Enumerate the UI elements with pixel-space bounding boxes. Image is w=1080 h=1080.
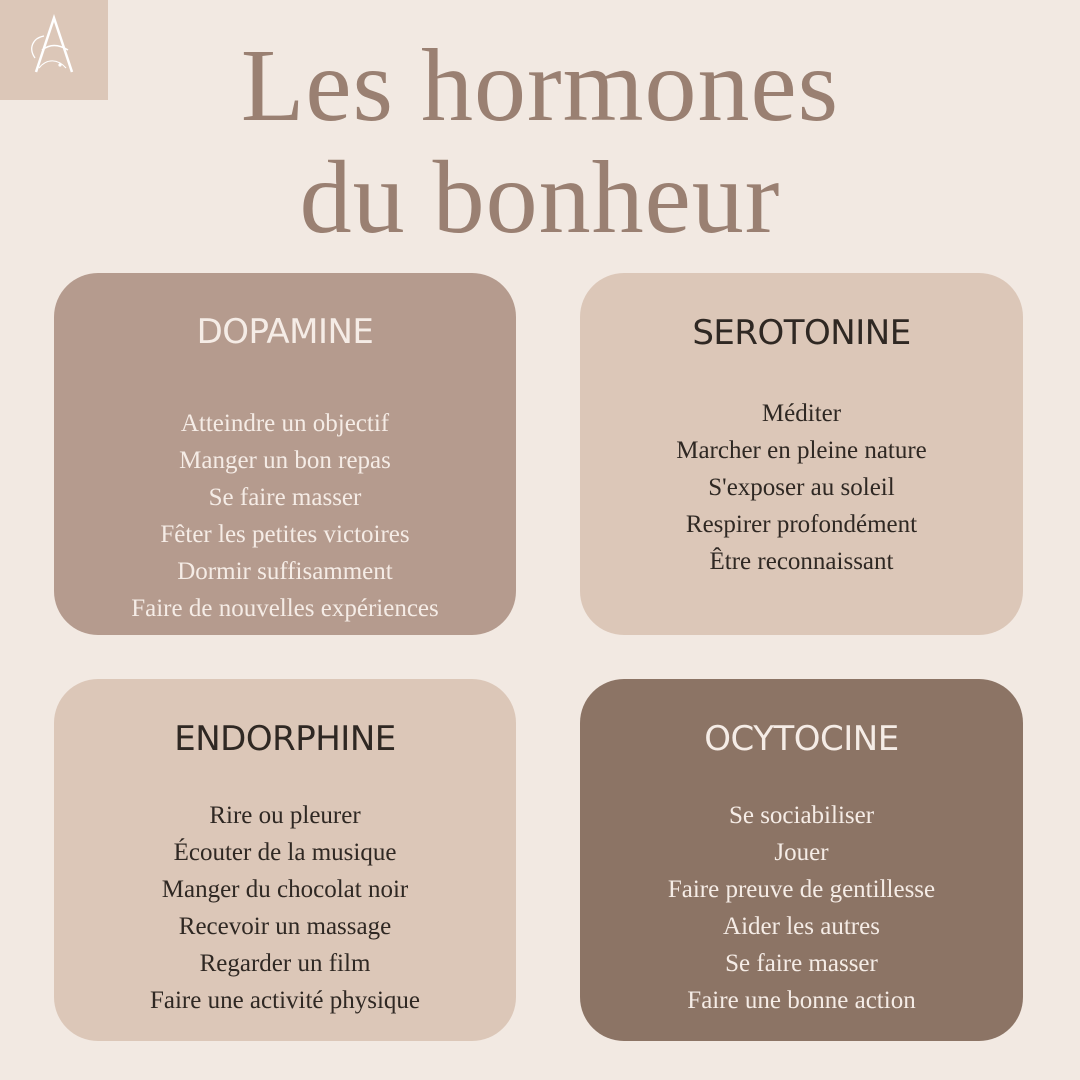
list-item: Se sociabiliser [728,802,875,829]
card-title-serotonine: SEROTONINE [692,313,911,353]
page-title-line-1: Les hormones [240,28,840,143]
list-item: Être reconnaissant [709,548,894,575]
list-item: Recevoir un massage [178,913,392,940]
page-title-line-2: du bonheur [299,140,781,255]
card-title-dopamine: DOPAMINE [196,312,374,352]
list-item: Atteindre un objectif [180,410,390,437]
list-item: Se faire masser [208,484,362,511]
list-item: Manger un bon repas [179,447,391,474]
list-item: Manger du chocolat noir [161,876,409,903]
list-item: Jouer [774,839,829,866]
list-item: Faire preuve de gentillesse [667,876,936,903]
page-title [0,30,1080,254]
list-item: Méditer [761,400,842,427]
list-item: Aider les autres [723,913,880,940]
card-list-endorphine [54,797,516,1019]
list-item: Regarder un film [199,950,371,977]
list-item: Rire ou pleurer [209,802,361,829]
card-list-dopamine [54,405,516,627]
list-item: S'exposer au soleil [708,474,895,501]
list-item: Fêter les petites victoires [160,521,410,548]
list-item: Dormir suffisamment [177,558,393,585]
card-list-serotonine [580,395,1023,580]
card-ocytocine [580,679,1023,1041]
list-item: Respirer profondément [685,511,918,538]
card-dopamine [54,273,516,635]
list-item: Écouter de la musique [173,839,397,866]
list-item: Faire une activité physique [149,987,421,1014]
list-item: Faire de nouvelles expériences [131,595,439,622]
card-title-endorphine: ENDORPHINE [174,719,396,759]
card-endorphine [54,679,516,1041]
card-title-ocytocine: OCYTOCINE [704,719,899,759]
list-item: Se faire masser [725,950,878,977]
list-item: Faire une bonne action [687,987,916,1014]
card-serotonine [580,273,1023,635]
list-item: Marcher en pleine nature [676,437,927,464]
card-list-ocytocine [580,797,1023,1019]
